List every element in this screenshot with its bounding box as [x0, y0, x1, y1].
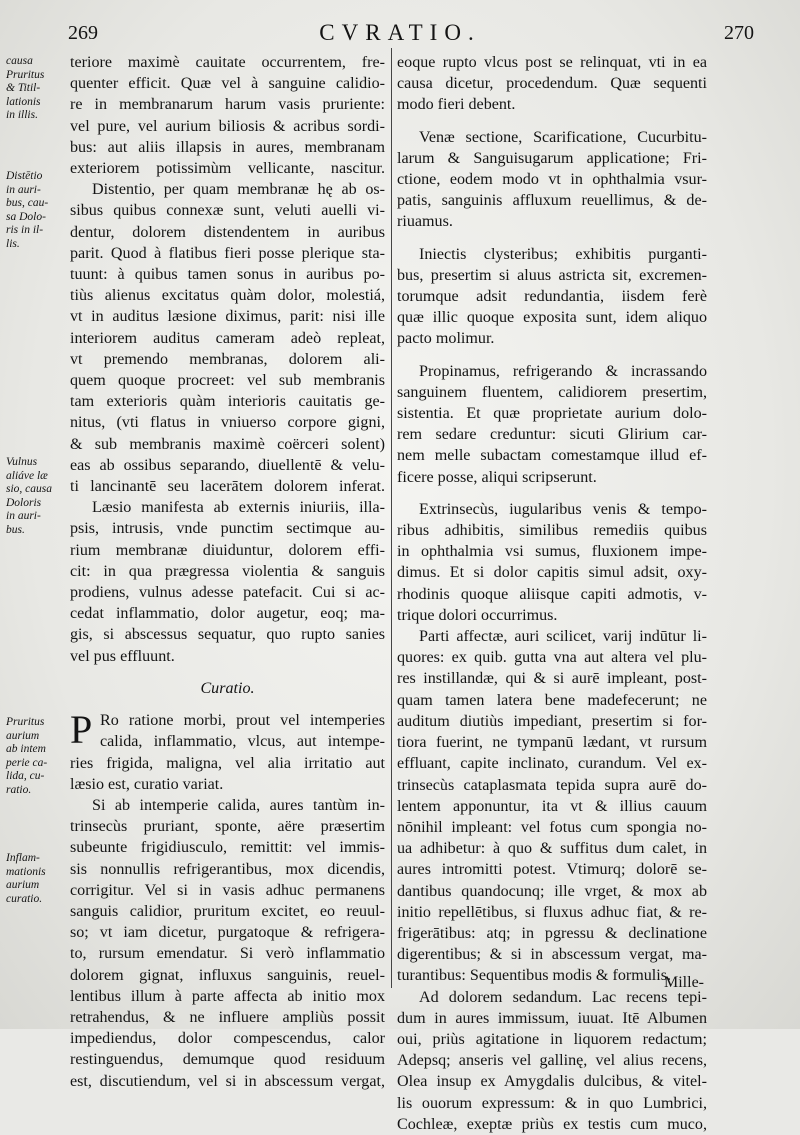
paragraph-venae-sectione: [397, 127, 707, 233]
text-line: dimus. Et si dolor capitis simul adsit, oxy-: [397, 564, 707, 582]
running-header: [0, 22, 800, 52]
text-line: retrahendus, & ne influere ampliùs possit: [70, 1008, 385, 1026]
text-line: quam tamen latera bene madefecerunt; ne: [397, 691, 707, 709]
text-line: vel pus effluunt.: [70, 647, 175, 665]
text-line: riuamus.: [397, 213, 453, 231]
text-line: gis, si abscessus sequatur, quo rupto sanies: [70, 626, 385, 644]
marginal-note-line: Distētio: [6, 170, 43, 182]
marginal-note-line: & Titil-: [6, 82, 41, 94]
marginal-note-pruritus: [6, 55, 66, 123]
marginal-note-line: ab intem: [6, 743, 46, 755]
text-line: frigerātibus: atq; in pgressu & declinatione: [397, 924, 707, 942]
text-line: Læsio manifesta ab externis iniuriis, illa-: [92, 499, 385, 517]
marginal-note-line: lida, cu-: [6, 770, 45, 782]
marginal-note-inflammatio: [6, 852, 66, 906]
text-line: effluant, capite inclinato, curandum. Vel ex-: [397, 755, 707, 773]
marginal-note-line: lis.: [6, 237, 20, 250]
text-line: bus: aut aliis illapsis in aures, membranam: [70, 138, 385, 156]
marginal-note-distentio: [6, 170, 66, 251]
text-line: aures intromitti potest. Vtimurq; dolorē se-: [397, 861, 707, 879]
text-line: in ophthalmia vsi sumus, fluxionem impe-: [397, 543, 707, 561]
text-line: tiora fuerint, ne tympanū lædant, vt rursum: [397, 734, 707, 752]
text-line: sibus quibus connexæ sunt, veluti auelli vi-: [70, 202, 385, 220]
text-line: & sub membranis maximè coërceri solent): [70, 435, 385, 453]
marginal-note-line: bus, cau-: [6, 197, 49, 209]
text-line: to, rursum emendatur. Si verò inflammatio: [70, 945, 385, 963]
paragraph-propinamus: [397, 361, 707, 488]
text-line: psis, intrusis, vnde punctim sectimque au-: [70, 520, 385, 538]
text-line: corrigitur. Vel si in vasis adhuc permanens: [70, 881, 385, 899]
text-line: impediendus, dolor compescendus, calor: [70, 1030, 385, 1048]
drop-capital: P: [70, 707, 93, 753]
marginal-note-vulnus: [6, 456, 66, 537]
text-line: modo fieri debent.: [397, 96, 516, 114]
paragraph-pruritus-causes: [70, 52, 385, 179]
text-line: sistentia. Et quæ proprietate aurium dolo-: [397, 405, 707, 423]
text-line: quores: ex quib. gutta vna aut altera vel plu-: [397, 649, 707, 667]
marginal-note-line: curatio.: [6, 892, 43, 905]
text-line: digerentibus; & si in abscessum vergat, ma-: [397, 946, 707, 964]
text-line: sanguinem fluentem, calidiorem presertim,: [397, 383, 707, 401]
text-line: cedat inflammatio, dolor augetur, eoq; ma-: [70, 605, 385, 623]
text-line: teriore maximè cauitate occurrentem, fre-: [70, 54, 385, 71]
text-line: initio repellētibus, si fluxus adhuc fiat, & re-: [397, 903, 707, 921]
marginal-note-line: aurium: [6, 729, 40, 742]
text-line: tam exterioris quàm interioris cauitatis ge-: [70, 393, 385, 411]
text-line: ua adhibetur: à quo & suffitus dum calet, in: [397, 840, 707, 858]
text-line: quem quoque procreet: vel sub membranis: [70, 372, 385, 390]
marginal-note-line: bus.: [6, 523, 25, 536]
text-line: ctione, eodem modo vt in ophthalmia vsur-: [397, 171, 707, 189]
text-line: ries frigida, maligna, vel alia irritatio aut: [70, 754, 385, 772]
text-line: nem melle subactam comestamque illud ef-: [397, 447, 707, 465]
text-line: sanguis calidior, pruritum excitet, eo reuul-: [70, 902, 385, 920]
catchword: Mille-: [664, 974, 704, 991]
text-line: vel pure, vel aurium biliosis & acribus sordi-: [70, 117, 385, 135]
paragraph-intemperies-calida: [70, 795, 385, 1092]
text-line: tuunt: à quibus tamen sonus in auribus po-: [70, 266, 385, 284]
marginal-note-line: mationis: [6, 865, 46, 878]
marginal-note-line: Pruritus: [6, 68, 45, 81]
section-heading: Curatio.: [200, 679, 255, 697]
text-line: ti lancinantē seu lacerātem dolorem inferat.: [70, 478, 385, 496]
paragraph-laesio: [70, 497, 385, 667]
text-line: Propinamus, refrigerando & incrassando: [419, 362, 707, 380]
text-line: restinguendus, demumque quod residuum: [70, 1051, 385, 1069]
text-line: auditum diutiùs impediant, presertim si for-: [397, 712, 707, 730]
text-line: quæ illic quoque exposita sunt, idem aliquo: [397, 309, 707, 327]
paragraph-extrinsecus: [397, 499, 707, 626]
text-line: dolorem gignat, influxus sanguinis, reuel-: [70, 966, 385, 984]
text-line: dentur, dolorem distendentem in auribus: [70, 223, 385, 241]
paragraph-distentio: [70, 179, 385, 497]
text-line: trinsecùs pruriant, sponte, aëre præsertim: [70, 818, 385, 836]
text-line: pacto molimur.: [397, 330, 495, 348]
text-line: oui, priùs agitatione in liquorem redactum;: [397, 1030, 707, 1048]
marginal-note-line: Doloris: [6, 496, 42, 509]
text-line: rhodinis quoque aliisque capiti admotis, v-: [397, 585, 707, 603]
text-line: tiùs alienus excitatus quàm dolor, molestiá,: [70, 287, 385, 305]
text-line: dum in aures immissum, iuuat. Itē Albumen: [397, 1009, 707, 1027]
text-line: Olea insup ex Amygdalis dulcibus, & vitel-: [397, 1073, 707, 1091]
text-line: Venæ sectione, Scarificatione, Cucurbitu-: [419, 128, 707, 146]
text-line: nitus, (vti flatus in vniuerso corpore gigni,: [70, 414, 385, 432]
text-line: cit: in qua prægressa violentia & sanguis: [70, 562, 385, 580]
text-line: rem sedare creduntur: sicuti Glirium car-: [397, 426, 707, 444]
text-line: re in membranarum harum vasis pruriente:: [70, 96, 385, 114]
text-line: causa dicetur, procedendum. Quæ sequenti: [397, 75, 707, 93]
text-line: sis nonnullis refrigerantibus, mox dicendis,: [70, 860, 385, 878]
text-line: lis ouorum expressum: & in quo Lumbrici,: [397, 1094, 707, 1112]
text-line: vt in auditus læsione diximus, parit: nisi ille: [70, 308, 385, 326]
text-line: Ro ratione morbi, prout vel intemperies: [100, 712, 385, 730]
marginal-note-line: ris in il-: [6, 224, 44, 236]
paragraph-continuation: [397, 52, 707, 116]
text-line: turantibus: Sequentibus modis & formulis.: [397, 967, 672, 985]
text-line: larum & Sanguisugarum applicatione; Fri-: [397, 149, 707, 167]
text-line: torumque adsit redundantia, iisdem ferè: [397, 288, 707, 306]
marginal-note-line: Pruritus: [6, 716, 45, 728]
marginal-note-line: aurium: [6, 879, 40, 891]
marginal-note-line: Vulnus: [6, 456, 38, 468]
text-line: trique dolori occurrimus.: [397, 606, 558, 624]
text-line: interiorem auditus cameram adeò repleat,: [70, 329, 385, 347]
text-line: nōnihil impleant: vel fotus cum spongia no-: [397, 818, 707, 836]
marginal-note-pruritus-curatio: [6, 716, 66, 797]
text-line: Extrinsecùs, iugularibus venis & tempo-: [419, 500, 707, 518]
text-line: exteriorem potissimùm vellicante, nascitur.: [70, 160, 385, 178]
text-line: dantibus quandocunq; ille vrget, & mox ab: [397, 882, 707, 900]
marginal-note-line: Inflam-: [6, 852, 40, 864]
text-line: rium membranæ diuiduntur, dolorem effi-: [70, 541, 385, 559]
paragraph-ad-dolorem: [397, 987, 707, 1135]
text-line: calida, inflammatio, vlcus, aut intempe-: [100, 733, 385, 751]
text-line: Parti affectæ, auri scilicet, varij indūtur li-: [419, 628, 707, 646]
text-line: so; vt iam dicetur, purgatoque & refrigera-: [70, 924, 385, 942]
page-number-left: 269: [68, 22, 98, 44]
marginal-note-line: ratio.: [6, 783, 32, 796]
column-divider: [391, 48, 392, 988]
text-line: subeunte frigidiusculo, remittit: vel immis-: [70, 839, 385, 857]
text-line: patis, sanguinis affluxum reuellimus, & de-: [397, 192, 707, 210]
marginal-note-line: in illis.: [6, 109, 38, 121]
text-line: Ad dolorem sedandum. Lac recens tepi-: [419, 988, 707, 1006]
text-line: res instillandæ, qui & si aurē impleant, post-: [397, 670, 707, 688]
text-line: eas ab ossibus separando, diuellentē & velu-: [70, 456, 385, 474]
paragraph-clysteribus: [397, 244, 707, 350]
paragraph-parti-affectae: [397, 626, 707, 986]
text-line: ficere posse, aliqui scripserunt.: [397, 468, 597, 486]
marginal-note-line: perie ca-: [6, 756, 48, 769]
text-line: trinsecùs cataplasmata tepida supra aurē do-: [397, 776, 707, 794]
left-column: [70, 52, 385, 1092]
text-line: quenter efficit. Quæ vel à sanguine calidio-: [70, 75, 385, 93]
page-number-right: 270: [724, 22, 754, 44]
running-title: CVRATIO.: [319, 20, 481, 45]
marginal-note-line: aliáve læ: [6, 469, 48, 482]
marginal-note-line: sa Dolo-: [6, 210, 46, 223]
text-line: vt premendo membranas, dolorem ali-: [70, 350, 385, 368]
text-line: bus, presertim si aluus astricta sit, excremen-: [397, 266, 707, 284]
text-line: Si ab intemperie calida, aures tantùm in-: [92, 796, 385, 814]
right-column: [397, 52, 707, 1135]
marginal-note-line: causa: [6, 55, 33, 67]
text-line: læsio est, curatio variat.: [70, 775, 224, 793]
text-line: ribus adhibitis, similibus remediis quibus: [397, 522, 707, 540]
marginal-note-line: in auri-: [6, 510, 41, 522]
text-line: eoque rupto vlcus post se relinquat, vti in ea: [397, 54, 707, 71]
text-line: est, discutiendum, vel si in abscessum vergat,: [70, 1072, 385, 1090]
marginal-note-line: in auri-: [6, 183, 41, 196]
text-line: lentibus illum à parte affecta ab initio mox: [70, 987, 385, 1005]
text-line: parit. Quod à flatibus fieri posse plerique sta-: [70, 244, 385, 262]
text-line: Cochleæ, exeptæ priùs ex testis cum muco,: [397, 1115, 707, 1133]
text-line: lentem apponuntur, ita vt & illius cauum: [397, 797, 707, 815]
text-line: Adepsq; anseris vel gallinę, vel alius recens,: [397, 1052, 707, 1070]
marginal-note-line: sio, causa: [6, 483, 52, 495]
text-line: Distentio, per quam membranæ hę ab os-: [92, 181, 385, 199]
paragraph-curatio-intro: [70, 707, 385, 795]
marginal-note-line: lationis: [6, 95, 41, 108]
text-line: Iniectis clysteribus; exhibitis purganti-: [419, 245, 707, 263]
text-line: prodiens, vulnus adesse patefacit. Cui si ac-: [70, 584, 385, 602]
